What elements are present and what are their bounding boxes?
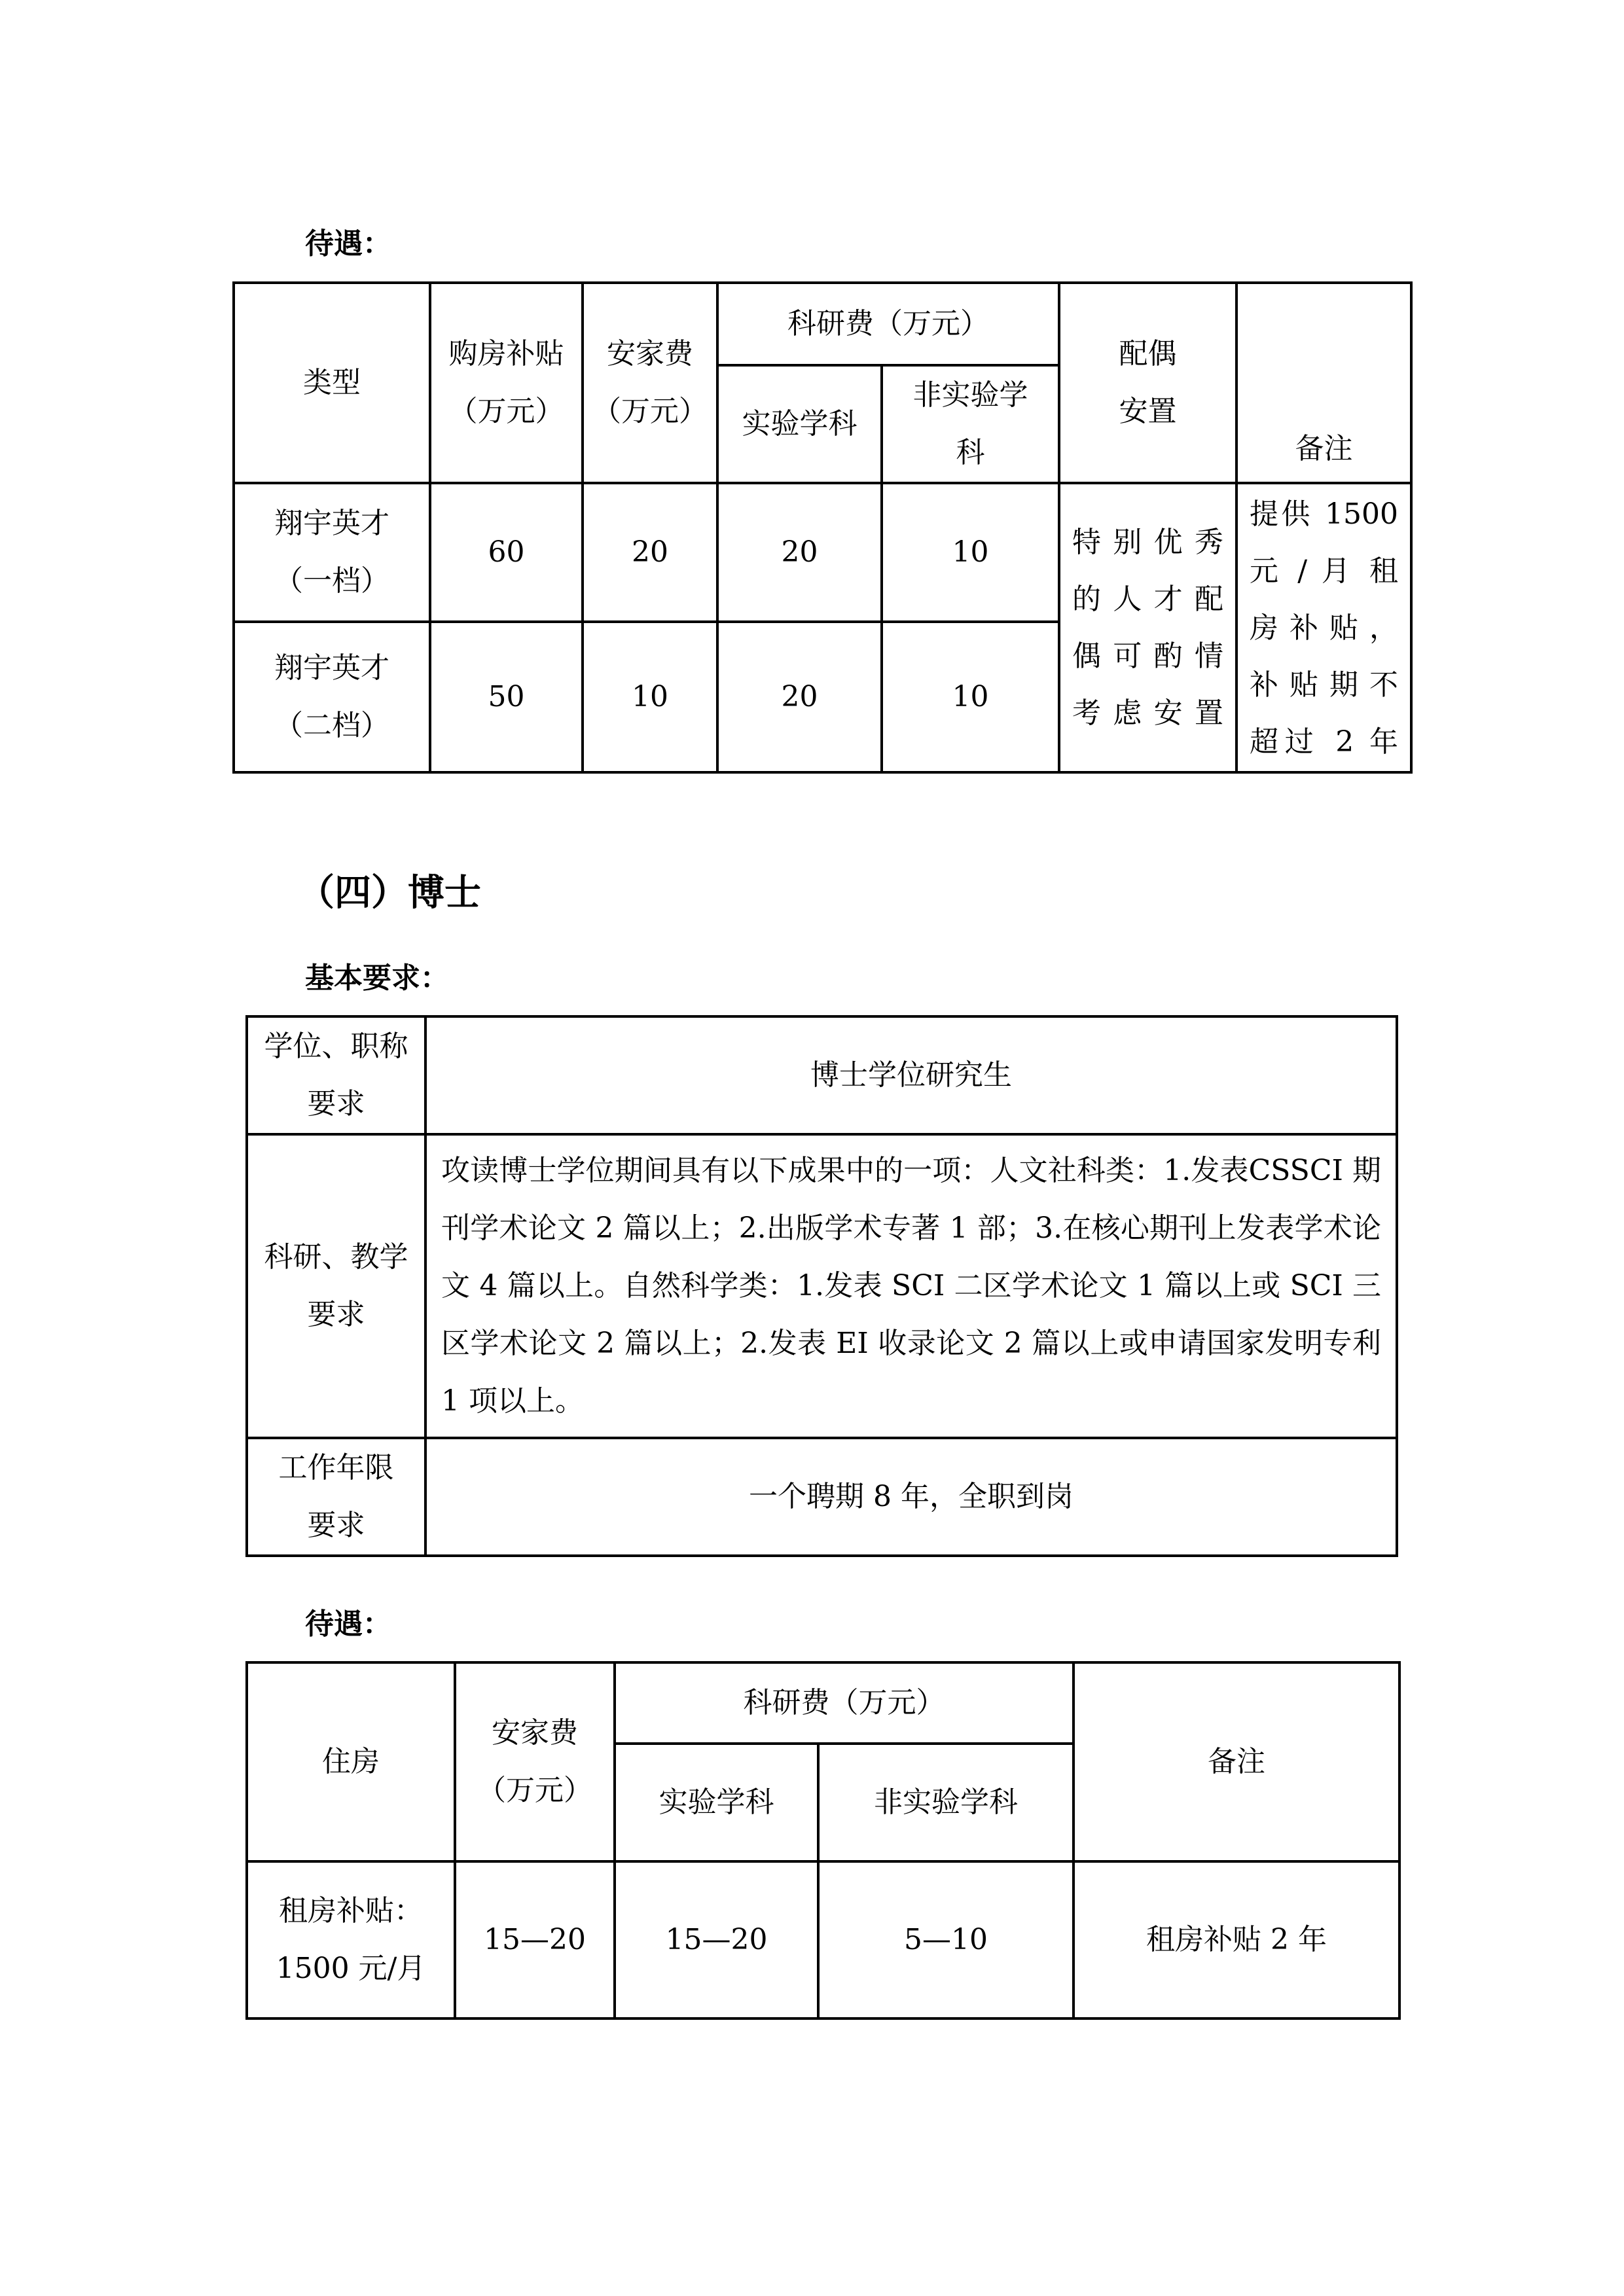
section-heading-doctor: （四）博士 xyxy=(298,871,481,914)
header-non-lab: 非实验学 科 xyxy=(882,365,1059,483)
header-research-fee: 科研费（万元） xyxy=(615,1662,1074,1744)
header-research-fee: 科研费（万元） xyxy=(717,283,1059,365)
treatment-label-1: 待遇： xyxy=(305,227,391,260)
header-settling-fee: 安家费 （万元） xyxy=(583,283,717,483)
row-housing: 50 xyxy=(430,622,583,772)
row-housing: 60 xyxy=(430,483,583,622)
row-settling: 15—20 xyxy=(455,1861,615,2018)
treatment-table-2 xyxy=(245,1661,1401,2020)
treatment-table-1 xyxy=(232,281,1413,774)
row-housing: 租房补贴： 1500 元/月 xyxy=(247,1861,455,2018)
table-row xyxy=(247,1861,1399,2018)
req-value-tenure: 一个聘期 8 年，全职到岗 xyxy=(425,1438,1397,1556)
remarks-note: 提供 1500 元 / 月 租 房补贴， 补贴期不 超过 2 年 xyxy=(1236,483,1411,772)
header-remarks: 备注 xyxy=(1236,283,1411,483)
table-row xyxy=(247,1016,1397,1134)
row-type: 翔宇英才 （一档） xyxy=(234,483,430,622)
row-non-lab: 10 xyxy=(882,483,1059,622)
row-lab: 20 xyxy=(717,622,882,772)
row-remarks: 租房补贴 2 年 xyxy=(1074,1861,1399,2018)
table-row xyxy=(247,1438,1397,1556)
row-lab: 15—20 xyxy=(615,1861,818,2018)
header-lab: 实验学科 xyxy=(717,365,882,483)
header-remarks: 备注 xyxy=(1074,1662,1399,1861)
req-label-degree: 学位、职称 要求 xyxy=(247,1016,425,1134)
treatment-label-2: 待遇： xyxy=(305,1607,391,1641)
row-non-lab: 10 xyxy=(882,622,1059,772)
table-row xyxy=(247,1134,1397,1438)
row-non-lab: 5—10 xyxy=(818,1861,1074,2018)
header-non-lab: 非实验学科 xyxy=(818,1744,1074,1861)
row-type: 翔宇英才 （二档） xyxy=(234,622,430,772)
row-lab: 20 xyxy=(717,483,882,622)
table-row xyxy=(234,483,1411,622)
header-type: 类型 xyxy=(234,283,430,483)
row-settling: 20 xyxy=(583,483,717,622)
req-label-research: 科研、教学 要求 xyxy=(247,1134,425,1438)
header-housing-subsidy: 购房补贴 （万元） xyxy=(430,283,583,483)
header-housing: 住房 xyxy=(247,1662,455,1861)
spouse-note: 特别优秀 的人才配 偶可酌情 考虑安置 xyxy=(1059,483,1236,772)
row-settling: 10 xyxy=(583,622,717,772)
req-value-degree: 博士学位研究生 xyxy=(425,1016,1397,1134)
basic-requirements-label: 基本要求： xyxy=(305,961,449,995)
req-value-research: 攻读博士学位期间具有以下成果中的一项：人文社科类：1.发表CSSCI 期刊学术论文 2 篇以上；2.出版学术专著 1 部；3.在核心期刊上发表学术论文 4 篇以上。自然科学类：1.发表 SCI 二区学术论文 1 篇以上或 SCI 三区学术论文 2 篇以上；2.发表 EI 收录论文 2 篇以上或申请国家发明专利 1 项以上。 xyxy=(425,1134,1397,1438)
header-lab: 实验学科 xyxy=(615,1744,818,1861)
header-spouse: 配偶 安置 xyxy=(1059,283,1236,483)
requirements-table xyxy=(245,1015,1398,1557)
header-settling-fee: 安家费 （万元） xyxy=(455,1662,615,1861)
req-label-tenure: 工作年限 要求 xyxy=(247,1438,425,1556)
